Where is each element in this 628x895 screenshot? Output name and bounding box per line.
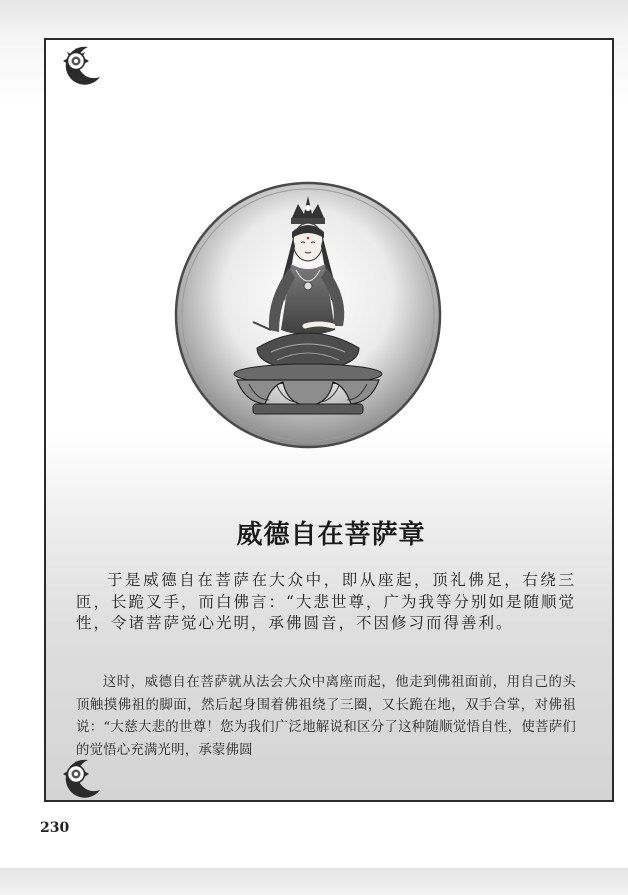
scan-bottom-edge: [0, 868, 628, 895]
chapter-title: 威德自在菩萨章: [236, 520, 426, 550]
crescent-jewel-ornament-icon: [58, 756, 104, 802]
page-number: 230: [40, 820, 70, 836]
page-frame: [44, 38, 614, 802]
bodhisattva-medallion: [173, 180, 443, 450]
translation-paragraph: 这时，威德自在菩萨就从法会大众中离座而起，他走到佛祖面前，用自己的头顶触摸佛祖的脚面，然后起身围着佛祖绕了三圈，又长跪在地，双手合掌，对佛祖说：“大慈大悲的世尊！您为我们广泛地解说和区分了这种随顺觉悟自性，使菩萨们的觉悟心充满光明，承蒙佛圆: [76, 675, 576, 758]
crescent-jewel-ornament-icon: [58, 43, 104, 89]
sutra-paragraph: 于是威德自在菩萨在大众中，即从座起，顶礼佛足，右绕三匝，长跪叉手，而白佛言：“大悲世尊，广为我等分别如是随顺觉性，令诸菩萨觉心光明，承佛圆音，不因修习而得善利。: [76, 571, 576, 632]
